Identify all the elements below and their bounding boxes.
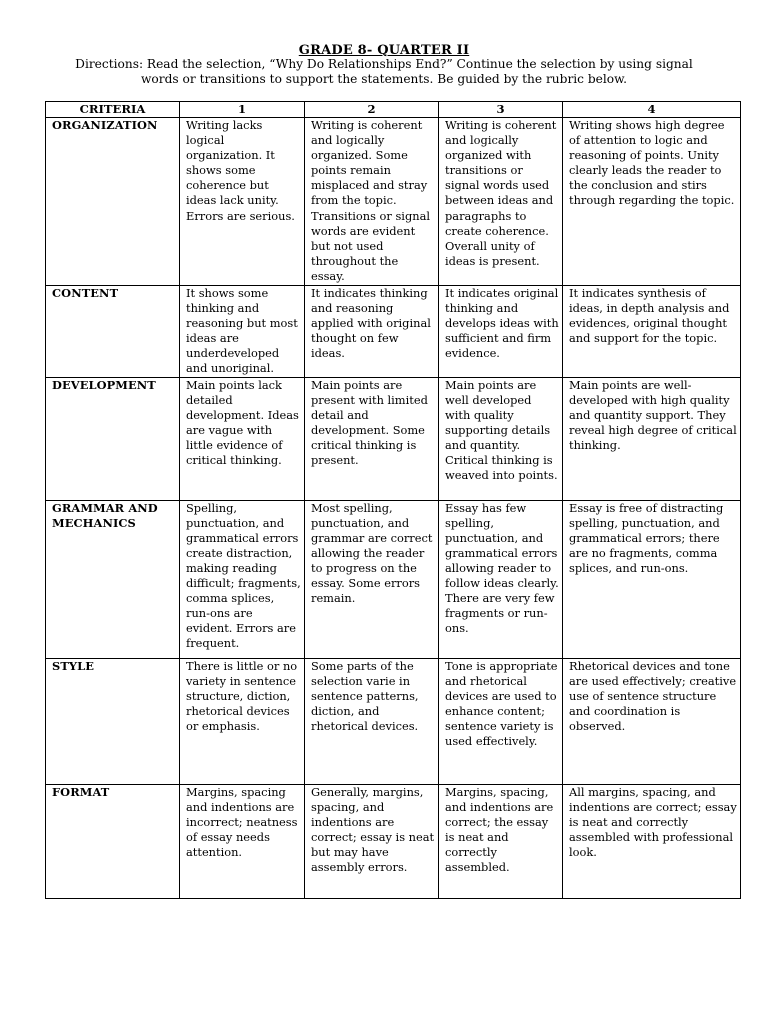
rubric-cell: Margins, spacing, and indentions are correct; the essay is neat and correctly assembled. xyxy=(439,784,563,898)
criteria-style: STYLE xyxy=(46,658,180,784)
rubric-cell: Writing shows high degree of attention to logic and reasoning of points. Unity clearly leads the reader to the conclusion and stirs through regarding the topic. xyxy=(563,118,741,286)
rubric-cell: It indicates thinking and reasoning applied with original thought on few ideas. xyxy=(305,286,439,378)
column-header-3: 3 xyxy=(439,102,563,118)
rubric-cell: Generally, margins, spacing, and indentions are correct; essay is neat but may have assembly errors. xyxy=(305,784,439,898)
rubric-cell: It shows some thinking and reasoning but most ideas are underdeveloped and unoriginal. xyxy=(180,286,305,378)
column-header-1: 1 xyxy=(180,102,305,118)
rubric-cell: Essay has few spelling, punctuation, and grammatical errors allowing reader to follow ideas clearly. There are very few fragments or run-ons. xyxy=(439,500,563,658)
criteria-development: DEVELOPMENT xyxy=(46,377,180,500)
rubric-cell: Writing is coherent and logically organized with transitions or signal words used between ideas and paragraphs to create coherence. Overall unity of ideas is present. xyxy=(439,118,563,286)
rubric-cell: Writing lacks logical organization. It shows some coherence but ideas lack unity. Errors are serious. xyxy=(180,118,305,286)
column-header-criteria: CRITERIA xyxy=(46,102,180,118)
rubric-cell: Writing is coherent and logically organized. Some points remain misplaced and stray from the topic. Transitions or signal words are evident but not used throughout the essay. xyxy=(305,118,439,286)
rubric-cell: Some parts of the selection varie in sentence patterns, diction, and rhetorical devices. xyxy=(305,658,439,784)
rubric-cell: All margins, spacing, and indentions are correct; essay is neat and correctly assembled with professional look. xyxy=(563,784,741,898)
rubric-table xyxy=(45,101,741,899)
rubric-cell: It indicates synthesis of ideas, in depth analysis and evidences, original thought and support for the topic. xyxy=(563,286,741,378)
page-title: GRADE 8- QUARTER II xyxy=(298,43,470,58)
rubric-cell: Main points lack detailed development. Ideas are vague with little evidence of critical thinking. xyxy=(180,377,305,500)
column-header-4: 4 xyxy=(563,102,741,118)
table-row-format xyxy=(46,784,741,898)
table-row-grammar-and-mechanics xyxy=(46,500,741,658)
directions-text: Directions: Read the selection, “Why Do Relationships End?” Continue the selection by using signal words or transitions to support the statements. Be guided by the rubric below. xyxy=(75,57,693,86)
column-header-2: 2 xyxy=(305,102,439,118)
table-row-content xyxy=(46,286,741,378)
rubric-cell: Essay is free of distracting spelling, punctuation, and grammatical errors; there are no fragments, comma splices, and run-ons. xyxy=(563,500,741,658)
criteria-grammar-and-mechanics: GRAMMAR AND MECHANICS xyxy=(46,500,180,658)
rubric-cell: Most spelling, punctuation, and grammar are correct allowing the reader to progress on the essay. Some errors remain. xyxy=(305,500,439,658)
rubric-cell: Main points are well developed with quality supporting details and quantity. Critical thinking is weaved into points. xyxy=(439,377,563,500)
criteria-format: FORMAT xyxy=(46,784,180,898)
table-row-style xyxy=(46,658,741,784)
rubric-cell: Main points are well-developed with high quality and quantity support. They reveal high degree of critical thinking. xyxy=(563,377,741,500)
rubric-cell: It indicates original thinking and develops ideas with sufficient and firm evidence. xyxy=(439,286,563,378)
criteria-content: CONTENT xyxy=(46,286,180,378)
table-row-organization xyxy=(46,118,741,286)
table-row-development xyxy=(46,377,741,500)
criteria-organization: ORGANIZATION xyxy=(46,118,180,286)
rubric-cell: Main points are present with limited detail and development. Some critical thinking is present. xyxy=(305,377,439,500)
rubric-cell: There is little or no variety in sentence structure, diction, rhetorical devices or emphasis. xyxy=(180,658,305,784)
header-row xyxy=(46,102,741,118)
rubric-cell: Margins, spacing and indentions are incorrect; neatness of essay needs attention. xyxy=(180,784,305,898)
rubric-cell: Tone is appropriate and rhetorical devices are used to enhance content; sentence variety is used effectively. xyxy=(439,658,563,784)
rubric-cell: Rhetorical devices and tone are used effectively; creative use of sentence structure and coordination is observed. xyxy=(563,658,741,784)
rubric-cell: Spelling, punctuation, and grammatical errors create distraction, making reading difficult; fragments, comma splices, run-ons are evident. Errors are frequent. xyxy=(180,500,305,658)
